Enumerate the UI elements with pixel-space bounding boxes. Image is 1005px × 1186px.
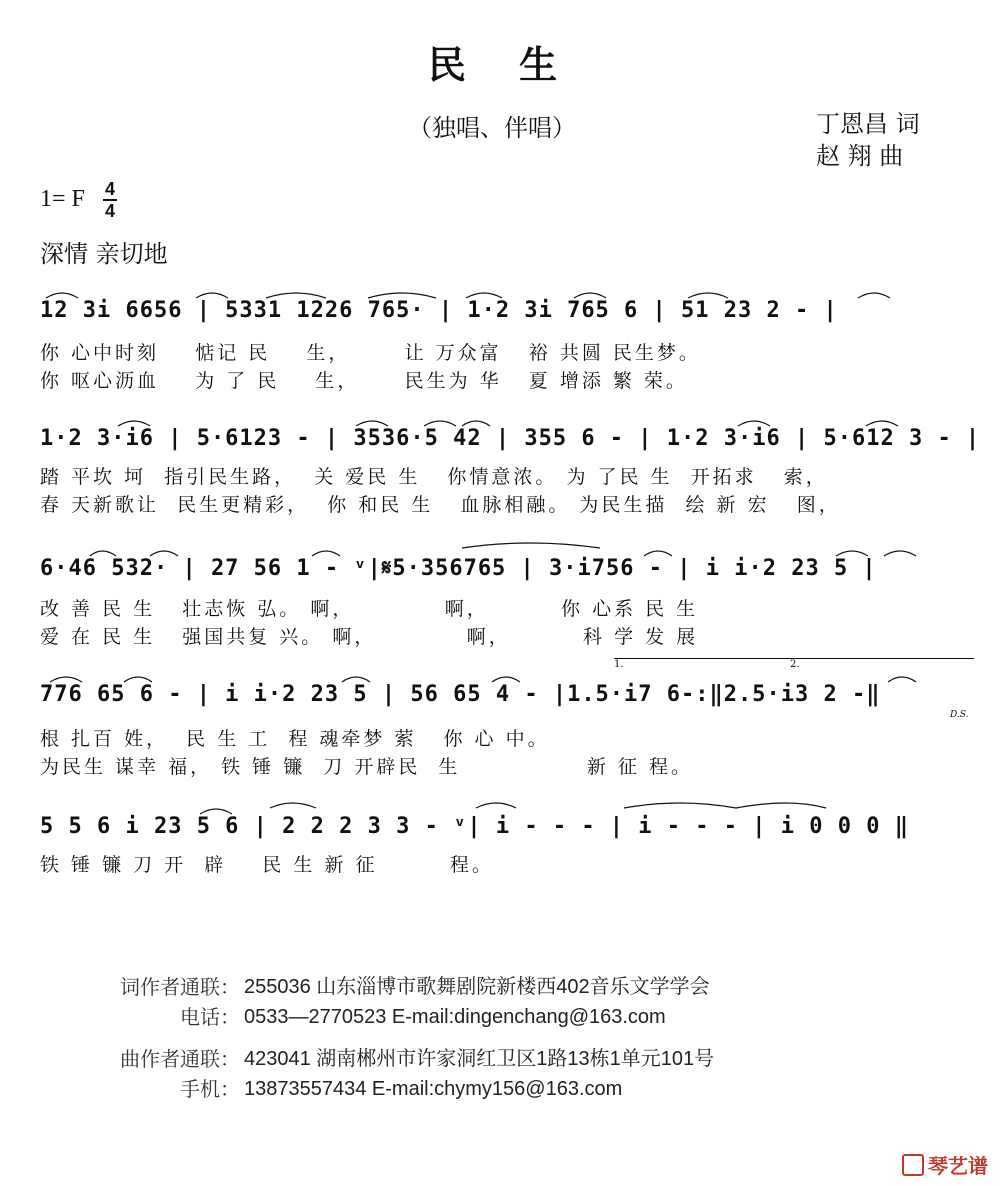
- credits: [816, 108, 920, 172]
- lyricist: 丁恩昌 词: [816, 110, 920, 138]
- lyrics-line-2a: 踏 平坎 坷 指引民生路， 关 爱民 生 你情意浓。 为 了民 生 开拓求 索，: [40, 466, 828, 488]
- tempo-marking: 深情 亲切地: [40, 240, 168, 268]
- lyricist-contact-row: [110, 972, 714, 1002]
- page-title: 民 生: [427, 42, 578, 87]
- watermark-logo: [902, 1150, 988, 1179]
- subtitle: （独唱、伴唱）: [408, 114, 576, 142]
- lyrics-line-3a: 改 善 民 生 壮志恢 弘。 啊， 啊， 你 心系 民 生: [40, 598, 699, 620]
- composer-contact-row: [110, 1044, 714, 1074]
- lyricist-contact: 255036 山东淄博市歌舞剧院新楼西402音乐文学学会: [244, 976, 710, 998]
- notation-line-4: 776 65 6 - | i i·2 23 5 | 56 65 4 - |1.5·i7 6-:‖2.5·i3 2 -‖: [40, 682, 881, 707]
- notation-line-2: 1·2 3·i6 | 5·6123 - | 3536·5 42 | 355 6 - | 1·2 3·i6 | 5·612 3 - |: [40, 426, 981, 451]
- phone-label: 电话：: [180, 1005, 240, 1029]
- lyrics-line-4b: 为民生 谋幸 福， 铁 锤 镰 刀 开辟民 生 新 征 程。: [40, 756, 694, 778]
- time-sig-bottom: 4: [104, 201, 115, 221]
- lyricist-contact-label: 词作者通联：: [120, 975, 240, 999]
- time-sig-top: 4: [104, 179, 115, 199]
- phone-row: [110, 1002, 714, 1032]
- key-signature: 1= F: [40, 186, 85, 212]
- lyrics-line-1a: 你 心中时刻 惦记 民 生， 让 万众富 裕 共圆 民生梦。: [40, 342, 701, 364]
- composer-contact-label: 曲作者通联：: [120, 1047, 240, 1071]
- notation-line-5: 5 5 6 i 23 5 6 | 2 2 2 3 3 - ᵛ| i - - - | i - - - | i 0 0 0 ‖: [40, 814, 909, 839]
- lyrics-line-1b: 你 呕心沥血 为 了 民 生， 民生为 华 夏 增添 繁 荣。: [40, 370, 688, 392]
- lyrics-line-4a: 根 扎百 姓， 民 生 工 程 魂牵梦 萦 你 心 中。: [40, 728, 550, 750]
- ds-marking: D.S.: [950, 710, 969, 720]
- composer: 赵 翔 曲: [816, 142, 904, 170]
- mobile: 13873557434 E-mail:chymy156@163.com: [244, 1078, 623, 1100]
- logo-icon: [902, 1154, 924, 1176]
- volta-1: 1.: [614, 659, 624, 670]
- lyrics-line-3b: 爱 在 民 生 强国共复 兴。 啊， 啊， 科 学 发 展: [40, 626, 699, 648]
- composer-contact: 423041 湖南郴州市许家洞红卫区1路13栋1单元101号: [244, 1048, 715, 1070]
- mobile-label: 手机：: [180, 1077, 240, 1101]
- volta-2: 2.: [790, 659, 800, 670]
- phone: 0533—2770523 E-mail:dingenchang@163.com: [244, 1006, 666, 1028]
- mobile-row: [110, 1074, 714, 1104]
- footer-contacts: [110, 972, 714, 1104]
- lyrics-line-2b: 春 天新歌让 民生更精彩， 你 和民 生 血脉相融。 为民生描 绘 新 宏 图，: [40, 494, 841, 516]
- watermark-text: 琴艺谱: [928, 1154, 988, 1178]
- time-signature: [103, 180, 117, 220]
- lyrics-line-5a: 铁 锤 镰 刀 开 辟 民 生 新 征 程。: [40, 854, 494, 876]
- notation-line-3: 6·46 532· | 27 56 1 - ᵛ|𝄋5·356765 | 3·i756 - | i i·2 23 5 |: [40, 556, 877, 581]
- notation-line-1: 12 3i 6656 | 5331 1226 765· | 1·2 3i 765 6 | 51 23 2 - |: [40, 298, 838, 323]
- volta-bracket: [614, 658, 974, 670]
